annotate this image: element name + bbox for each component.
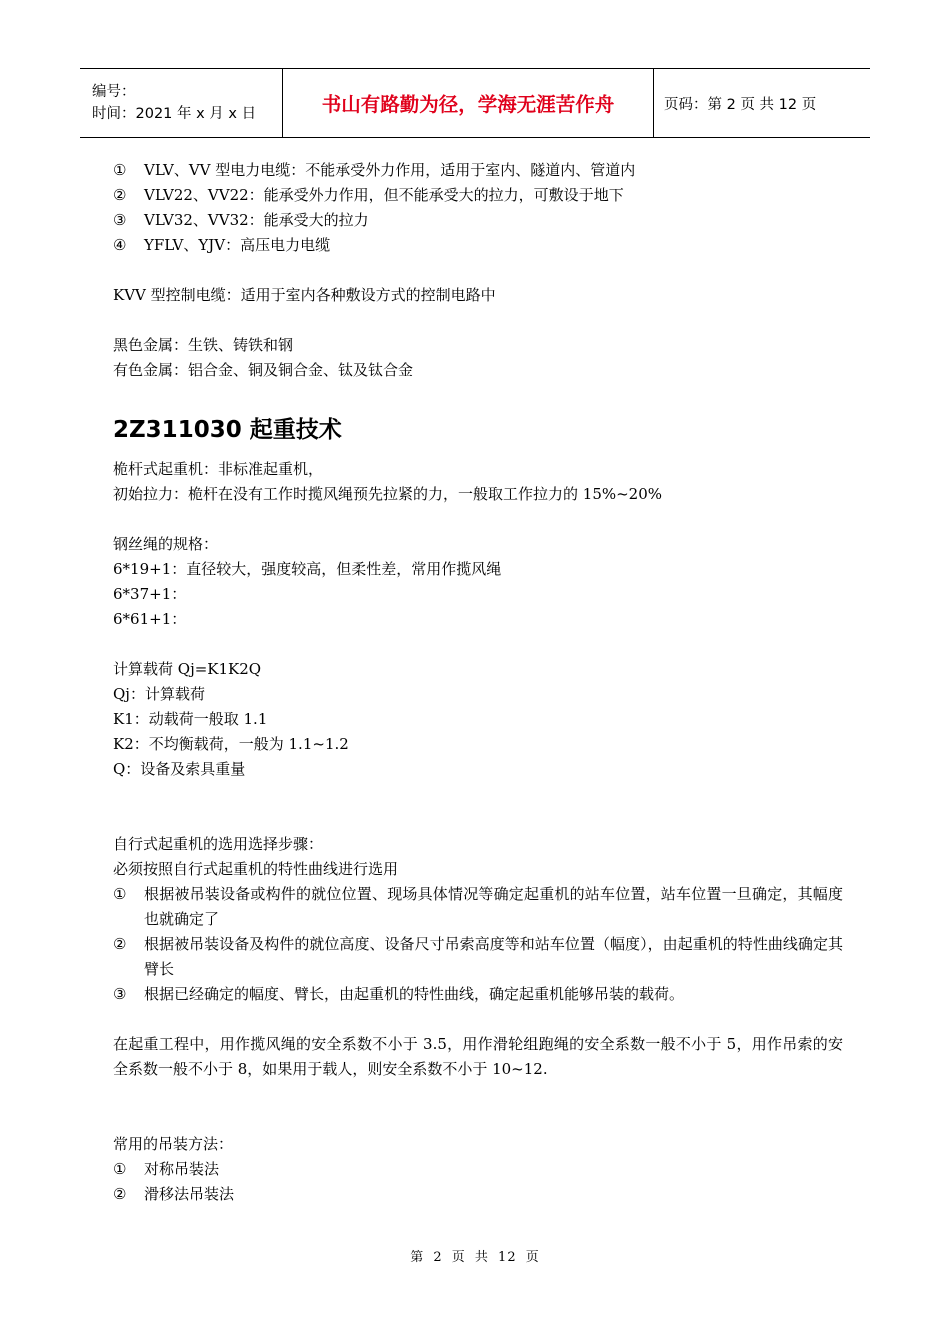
wire-rope-title: 钢丝绳的规格： <box>113 535 219 553</box>
load-item: K2：不均衡载荷，一般为 1.1~1.2 <box>113 735 349 753</box>
page-footer: 第 2 页 共 12 页 <box>410 1250 540 1265</box>
list-item <box>113 1157 843 1182</box>
list-item <box>113 233 843 258</box>
list-text: VLV32、VV32：能承受大的拉力 <box>144 211 369 229</box>
list-item <box>113 882 843 932</box>
header-motto: 书山有路勤为径，学海无涯苦作舟 <box>282 69 654 137</box>
list-text: 滑移法吊装法 <box>144 1185 235 1203</box>
list-marker: ② <box>113 186 127 204</box>
list-item <box>113 158 843 183</box>
list-text: 根据被吊装设备或构件的就位位置、现场具体情况等确定起重机的站车位置，站车位置一旦确定，其幅度也就确定了 <box>144 885 843 928</box>
list-text: VLV22、VV22：能承受外力作用，但不能承受大的拉力，可敷设于地下 <box>144 186 624 204</box>
list-text: 根据已经确定的幅度、臂长，由起重机的特性曲线，确定起重机能够吊装的载荷。 <box>144 985 685 1003</box>
crane-title: 自行式起重机的选用选择步骤： <box>113 835 324 853</box>
list-marker: ④ <box>113 236 127 254</box>
time-label: 时间：2021 年 x 月 x 日 <box>92 106 257 122</box>
methods-title: 常用的吊装方法： <box>113 1135 234 1153</box>
list-marker: ③ <box>113 985 127 1003</box>
load-item: K1：动载荷一般取 1.1 <box>113 710 268 728</box>
list-text: 根据被吊装设备及构件的就位高度、设备尺寸吊索高度等和站车位置（幅度），由起重机的特性曲线确定其臂长 <box>144 935 843 978</box>
ferrous-metals: 黑色金属：生铁、铸铁和钢 <box>113 336 294 354</box>
list-text: 对称吊装法 <box>144 1160 220 1178</box>
kvv-line: KVV 型控制电缆：适用于室内各种敷设方式的控制电路中 <box>113 286 496 304</box>
nonferrous-metals: 有色金属：铝合金、铜及铜合金、钛及钛合金 <box>113 361 414 379</box>
cable-list <box>113 158 843 258</box>
list-item <box>113 208 843 233</box>
methods-list <box>113 1157 843 1207</box>
load-item: Qj：计算载荷 <box>113 685 205 703</box>
initial-tension-line: 初始拉力：桅杆在没有工作时揽风绳预先拉紧的力，一般取工作拉力的 15%~20% <box>113 485 663 503</box>
header-info <box>80 69 282 137</box>
list-item <box>113 183 843 208</box>
document-body <box>113 158 843 1207</box>
safety-paragraph: 在起重工程中，用作揽风绳的安全系数不小于 3.5，用作滑轮组跑绳的安全系数一般不小于 5，用作吊索的安全系数一般不小于 8，如果用于载人，则安全系数不小于 10~12. <box>113 1035 843 1078</box>
wire-rope-spec: 6*37+1： <box>113 585 187 603</box>
section-title: 2Z311030 起重技术 <box>113 417 342 443</box>
wire-rope-spec: 6*19+1：直径较大，强度较高，但柔性差，常用作揽风绳 <box>113 560 502 578</box>
list-marker: ② <box>113 1185 127 1203</box>
list-marker: ② <box>113 935 127 953</box>
list-text: YFLV、YJV：高压电力电缆 <box>144 236 331 254</box>
crane-steps <box>113 882 843 1007</box>
crane-subtitle: 必须按照自行式起重机的特性曲线进行选用 <box>113 860 399 878</box>
list-item <box>113 982 843 1007</box>
load-formula: 计算载荷 Qj=K1K2Q <box>113 660 262 678</box>
list-marker: ① <box>113 885 127 903</box>
number-label: 编号： <box>92 84 136 100</box>
load-item: Q：设备及索具重量 <box>113 760 246 778</box>
wire-rope-spec: 6*61+1： <box>113 610 187 628</box>
list-text: VLV、VV 型电力电缆：不能承受外力作用，适用于室内、隧道内、管道内 <box>144 161 636 179</box>
list-marker: ③ <box>113 211 127 229</box>
header-page-label: 页码：第 2 页 共 12 页 <box>664 96 817 113</box>
mast-crane-line: 桅杆式起重机：非标准起重机， <box>113 460 324 478</box>
list-item <box>113 1182 843 1207</box>
list-marker: ① <box>113 161 127 179</box>
list-marker: ① <box>113 1160 127 1178</box>
list-item <box>113 932 843 982</box>
page-header <box>80 68 870 138</box>
